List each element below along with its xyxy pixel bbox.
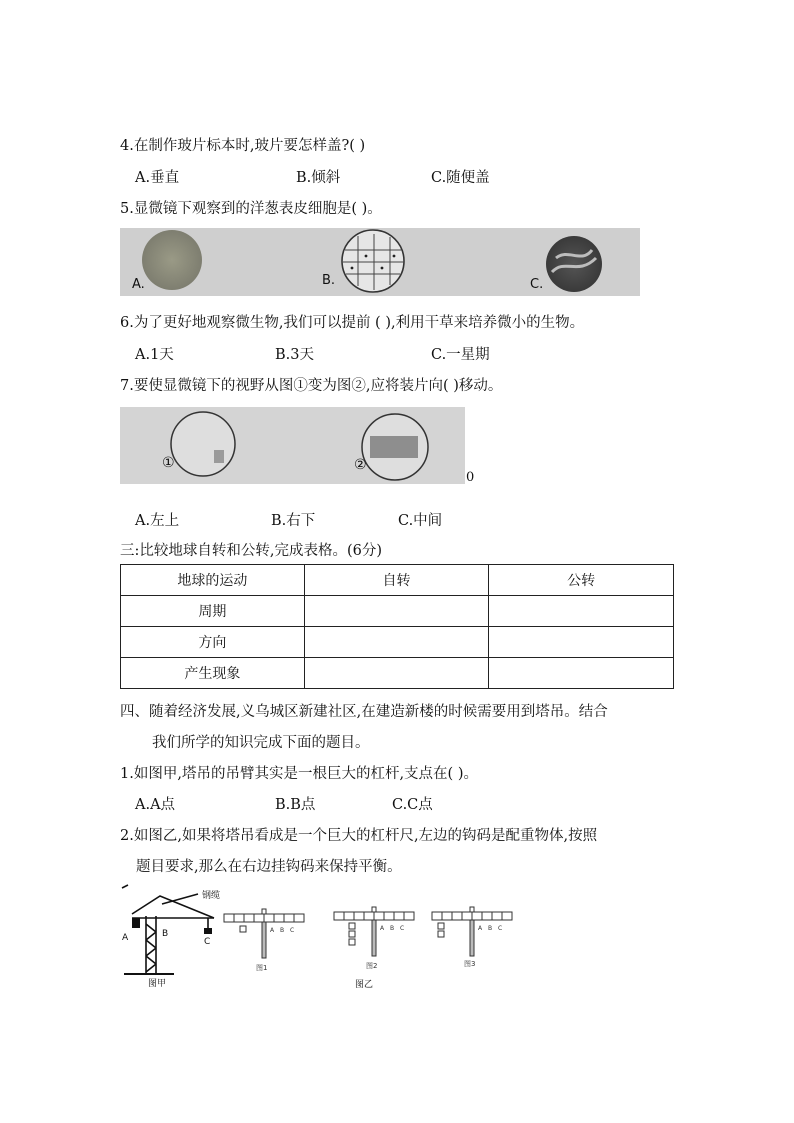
- cell-image-b: [342, 230, 404, 292]
- crane-cable-label: 钢缆: [202, 891, 221, 901]
- lever3-mark-c: C: [498, 925, 503, 932]
- lever3-caption: 图3: [464, 960, 476, 968]
- cell-image-c: [546, 236, 602, 292]
- q4-text: 4.在制作玻片标本时,玻片要怎样盖?( ): [120, 138, 366, 154]
- crane-point-a: A: [122, 933, 129, 943]
- q5-cell-images: [120, 228, 640, 296]
- q4-option-c: C.随便盖: [431, 170, 490, 186]
- cell-label-c: C.: [530, 277, 544, 292]
- row-label: 周期: [121, 596, 305, 627]
- field-label-2: ②: [354, 457, 367, 473]
- q7-field-images: [120, 407, 465, 484]
- field-view-1: [171, 412, 235, 476]
- s4-q2-line1: 2.如图乙,如果将塔吊看成是一个巨大的杠杆尺,左边的钩码是配重物体,按照: [120, 828, 598, 844]
- row-label: 方向: [121, 627, 305, 658]
- answer-cell[interactable]: [489, 627, 674, 658]
- q6-option-a: A.1天: [135, 347, 174, 363]
- crane-figure: [118, 884, 228, 990]
- s4-q1-text: 1.如图甲,塔吊的吊臂其实是一根巨大的杠杆,支点在( )。: [120, 766, 478, 782]
- s4-q1-option-b: B.B点: [275, 797, 316, 813]
- s4-q1-option-c: C.C点: [392, 797, 433, 813]
- lever2-mark-a: A: [380, 925, 385, 932]
- lever-figure-2: [332, 906, 416, 970]
- table-row: [121, 627, 674, 658]
- q4-option-b: B.倾斜: [296, 170, 341, 186]
- answer-cell[interactable]: [304, 627, 489, 658]
- specimen-in-view-2: [370, 436, 418, 458]
- answer-cell[interactable]: [304, 658, 489, 689]
- s4-q1-option-a: A.A点: [135, 797, 176, 813]
- row-label: 产生现象: [121, 658, 305, 689]
- crane-point-b: B: [162, 929, 169, 939]
- q7-trailing-mark: 0: [466, 470, 475, 485]
- lever3-mark-a: A: [478, 925, 483, 932]
- lever1-mark-a: A: [270, 927, 275, 934]
- lever2-caption: 图2: [366, 962, 378, 970]
- q6-option-b: B.3天: [275, 347, 314, 363]
- crane-caption: 图甲: [148, 979, 167, 989]
- q6-option-c: C.一星期: [431, 347, 490, 363]
- table-header: 自转: [304, 565, 489, 596]
- section4-intro-line1: 四、随着经济发展,义乌城区新建社区,在建造新楼的时候需要用到塔吊。结合: [120, 704, 608, 720]
- section4-intro-line2: 我们所学的知识完成下面的题目。: [152, 735, 370, 751]
- lever1-mark-b: B: [280, 927, 285, 934]
- lever2-mark-c: C: [400, 925, 405, 932]
- lever1-mark-c: C: [290, 927, 295, 934]
- cell-label-b: B.: [322, 273, 336, 288]
- section3-title: 三:比较地球自转和公转,完成表格。(6分): [120, 543, 383, 559]
- s4-q2-line2: 题目要求,那么在右边挂钩码来保持平衡。: [136, 859, 402, 875]
- q5-text: 5.显微镜下观察到的洋葱表皮细胞是( )。: [120, 201, 382, 217]
- lever-figure-1: [222, 908, 306, 972]
- table-row: [121, 658, 674, 689]
- answer-cell[interactable]: [489, 658, 674, 689]
- lever3-mark-b: B: [488, 925, 493, 932]
- q7-field-photo-strip: [120, 407, 465, 484]
- cell-image-a: [142, 230, 202, 290]
- answer-cell[interactable]: [304, 596, 489, 627]
- cell-label-a: A.: [132, 277, 145, 292]
- lever2-mark-b: B: [390, 925, 395, 932]
- specimen-in-view-1: [214, 450, 224, 463]
- answer-cell[interactable]: [489, 596, 674, 627]
- lever-group-caption: 图乙: [355, 980, 374, 990]
- earth-motion-table: [120, 564, 674, 689]
- table-header: 地球的运动: [121, 565, 305, 596]
- q7-option-b: B.右下: [271, 513, 316, 529]
- lever1-caption: 图1: [256, 964, 268, 972]
- lever-figure-3: [430, 906, 514, 970]
- table-header-row: [121, 565, 674, 596]
- field-label-1: ①: [162, 455, 175, 471]
- q5-cell-photo-strip: [120, 228, 640, 296]
- table-header: 公转: [489, 565, 674, 596]
- q7-text: 7.要使显微镜下的视野从图①变为图②,应将装片向( )移动。: [120, 378, 503, 394]
- table-row: [121, 596, 674, 627]
- q6-text: 6.为了更好地观察微生物,我们可以提前 ( ),利用干草来培养微小的生物。: [120, 315, 585, 331]
- q4-option-a: A.垂直: [135, 170, 180, 186]
- q7-option-a: A.左上: [135, 513, 180, 529]
- crane-point-c: C: [204, 937, 211, 947]
- q7-option-c: C.中间: [398, 513, 443, 529]
